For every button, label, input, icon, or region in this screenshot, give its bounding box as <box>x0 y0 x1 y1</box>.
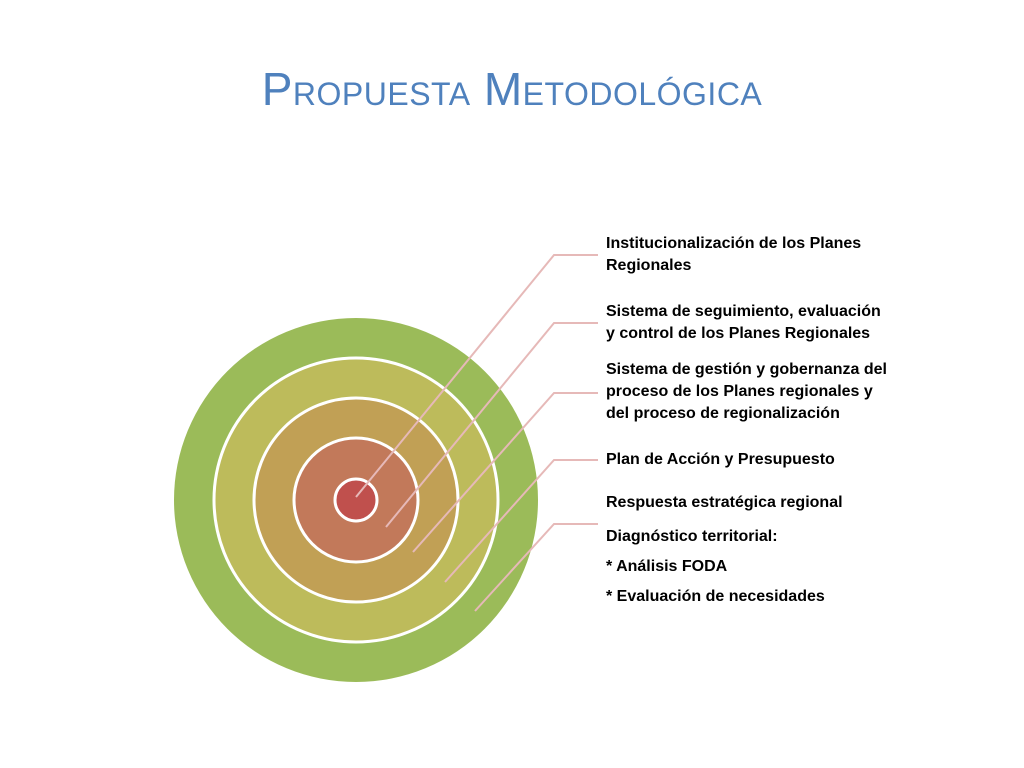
label-gestion-gobernanza: Sistema de gestión y gobernanza del proceso de los Planes regionales y del proceso de regionalización <box>606 361 887 422</box>
ring-core <box>335 479 377 521</box>
label-seguimiento: Sistema de seguimiento, evaluación y control de los Planes Regionales <box>606 303 881 342</box>
label-plan-accion: Plan de Acción y Presupuesto <box>606 451 835 468</box>
label-diagnostico: Diagnóstico territorial: * Análisis FODA * Evaluación de necesidades <box>606 528 825 605</box>
label-respuesta-estrategica: Respuesta estratégica regional <box>606 494 843 511</box>
label-institucionalizacion: Institucionalización de los Planes Regionales <box>606 235 862 274</box>
slide-title: Propuesta Metodológica <box>261 63 763 115</box>
